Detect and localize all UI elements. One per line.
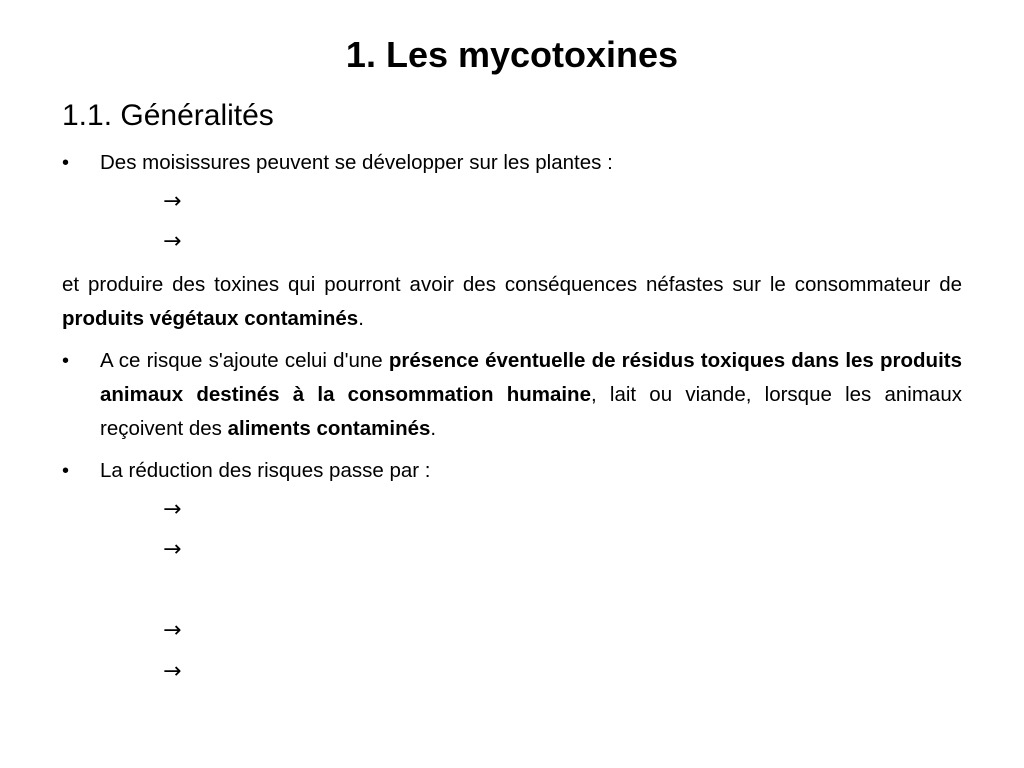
bullet-text: Des moisissures peuvent se développer sur les plantes : <box>100 151 613 174</box>
paragraph-text: et produire des toxines qui pourront avoir des conséquences néfastes sur le consommateur de <box>62 273 962 296</box>
bullet-text <box>100 344 962 446</box>
bullet-bold-text: aliments contaminés <box>227 417 431 440</box>
arrow-icon: → <box>163 229 182 254</box>
bullet-icon: • <box>62 460 70 482</box>
bullet-icon: • <box>62 350 70 372</box>
bullet-bold-text: présence éventuelle de résidus toxiques dans les produits animaux destinés à la consommation humaine <box>100 349 963 406</box>
bullet-text-part: A ce risque s'ajoute celui d'une <box>100 349 389 372</box>
bullet-item-moisissures <box>62 146 962 180</box>
bullet-icon: • <box>62 152 70 174</box>
bullet-text-part: , lait ou viande, lorsque les animaux reçoivent des <box>100 383 962 440</box>
slide-title: 1. Les mycotoxines <box>345 34 679 75</box>
section-heading: 1.1. Généralités <box>62 99 274 132</box>
paragraph-text: . <box>358 307 364 330</box>
arrow-icon: → <box>163 497 182 522</box>
bullet-text-part: . <box>430 417 437 440</box>
arrow-icon: → <box>163 537 182 562</box>
paragraph-bold-text: produits végétaux contaminés <box>62 307 359 330</box>
arrow-icon: → <box>163 659 182 684</box>
bullet-item-reduction <box>62 454 962 488</box>
arrow-icon: → <box>163 189 182 214</box>
arrow-icon: → <box>163 618 182 643</box>
bullet-text: La réduction des risques passe par : <box>100 459 431 482</box>
paragraph-toxines <box>62 268 962 336</box>
bullet-item-risque <box>62 344 962 446</box>
